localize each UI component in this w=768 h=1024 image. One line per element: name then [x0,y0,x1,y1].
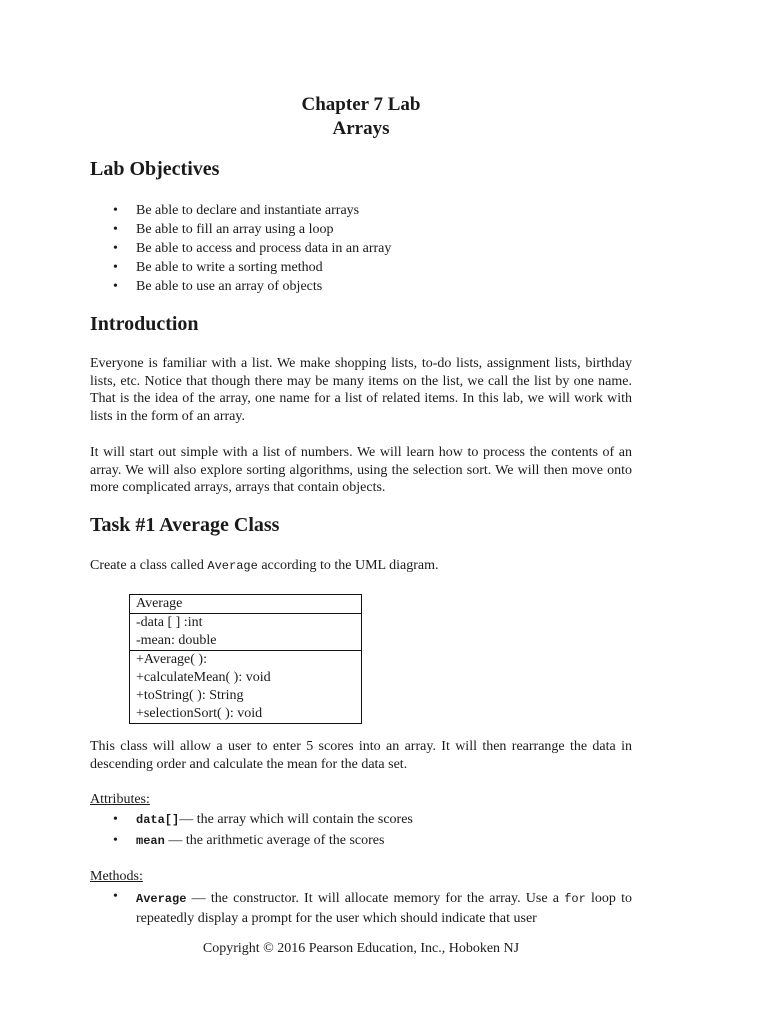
class-name-code: Average [207,559,258,573]
uml-attribute: -mean: double [136,633,217,648]
introduction-heading: Introduction [90,313,199,335]
list-item: • Be able to write a sorting method [113,260,323,275]
chapter-subtitle: Arrays [332,118,390,139]
attribute-code: data[] [136,813,180,827]
uml-methods-section [130,650,361,723]
chapter-title: Chapter 7 Lab [301,94,421,115]
objectives-list [90,201,391,296]
list-item: • Be able to access and process data in an array [113,241,392,256]
uml-method: +toString( ): String [136,688,244,703]
attributes-label: Attributes: [90,792,150,807]
uml-method: +calculateMean( ): void [136,670,271,685]
introduction-paragraph-2: It will start out simple with a list of numbers. We will learn how to process the contents of an array. We will also explore sorting algorithms, using the selection sort. We will then move onto more complicated arrays, arrays that contain objects. [90,445,632,496]
uml-diagram [129,594,362,724]
task1-description: This class will allow a user to enter 5 scores into an array. It will then rearrange the data in descending order and calculate the mean for the data set. [90,739,632,772]
document-page: Chapter 7 Lab Arrays Lab Objectives • Be able to declare and instantiate arrays • Be able to fill an array using a loop • Be able to access and process data in an array • Be able to write a sorting method • Be able to use an array of objects Introduction Everyone is familiar with a list. We make shopping lists, to-do lists, assignment lists, birthday lists, etc. Notice that though there may be many items on the list, we call the list by one name. That is the idea of the array, one name for a list of related items. In this lab, we will work with lists in the form of an array. It will start out simple with a list of numbers. We will learn how to process the contents of an array. We will also explore sorting algorithms, using the selection sort. We will then move onto more complicated arrays, arrays that contain objects. Task #1 Average Class Create a class called Average according to the UML diagram. Average -data [ ] :int -mean: double +Average( ): +calculateMean( ): void +toString( ): String +selectionSort( ): void This class will allow a user to enter 5 scores into an array. It will then rearrange the data in descending order and calculate the mean for the data set. Attributes: • data[]— the array which will contain the scores • mean — the arithmetic average of the scores Methods: • Average — the constructor. It will allocate memory for the array. Use a for loop to repeatedly display a prompt for the user which should indicate that user Copyright © 2016 Pearson Education, Inc., Hoboken NJ [0,0,768,1024]
list-item: • Be able to declare and instantiate arrays [113,203,360,218]
uml-class-name: Average [136,596,183,611]
uml-method: +selectionSort( ): void [136,706,263,721]
uml-method: +Average( ): [136,652,207,667]
introduction-paragraph-1: Everyone is familiar with a list. We make shopping lists, to-do lists, assignment lists, birthday lists, etc. Notice that though there may be many items on the list, we call the list by one name. That is the idea of the array, one name for a list of related items. In this lab, we will work with lists in the form of an array. [90,356,632,424]
list-item: • Be able to use an array of objects [113,279,323,294]
task1-intro: Create a class called Average according to the UML diagram. [90,558,439,573]
list-item: • Be able to fill an array using a loop [113,222,334,237]
method-code: Average [136,892,187,906]
uml-attributes-section [130,613,361,650]
objectives-heading: Lab Objectives [90,158,220,180]
for-keyword-code: for [564,892,586,906]
task1-heading: Task #1 Average Class [90,514,280,536]
methods-label: Methods: [90,869,143,884]
uml-class-name-section [130,595,361,613]
uml-attribute: -data [ ] :int [136,615,203,630]
attribute-code: mean [136,834,165,848]
copyright-footer: Copyright © 2016 Pearson Education, Inc., Hoboken NJ [202,941,520,956]
